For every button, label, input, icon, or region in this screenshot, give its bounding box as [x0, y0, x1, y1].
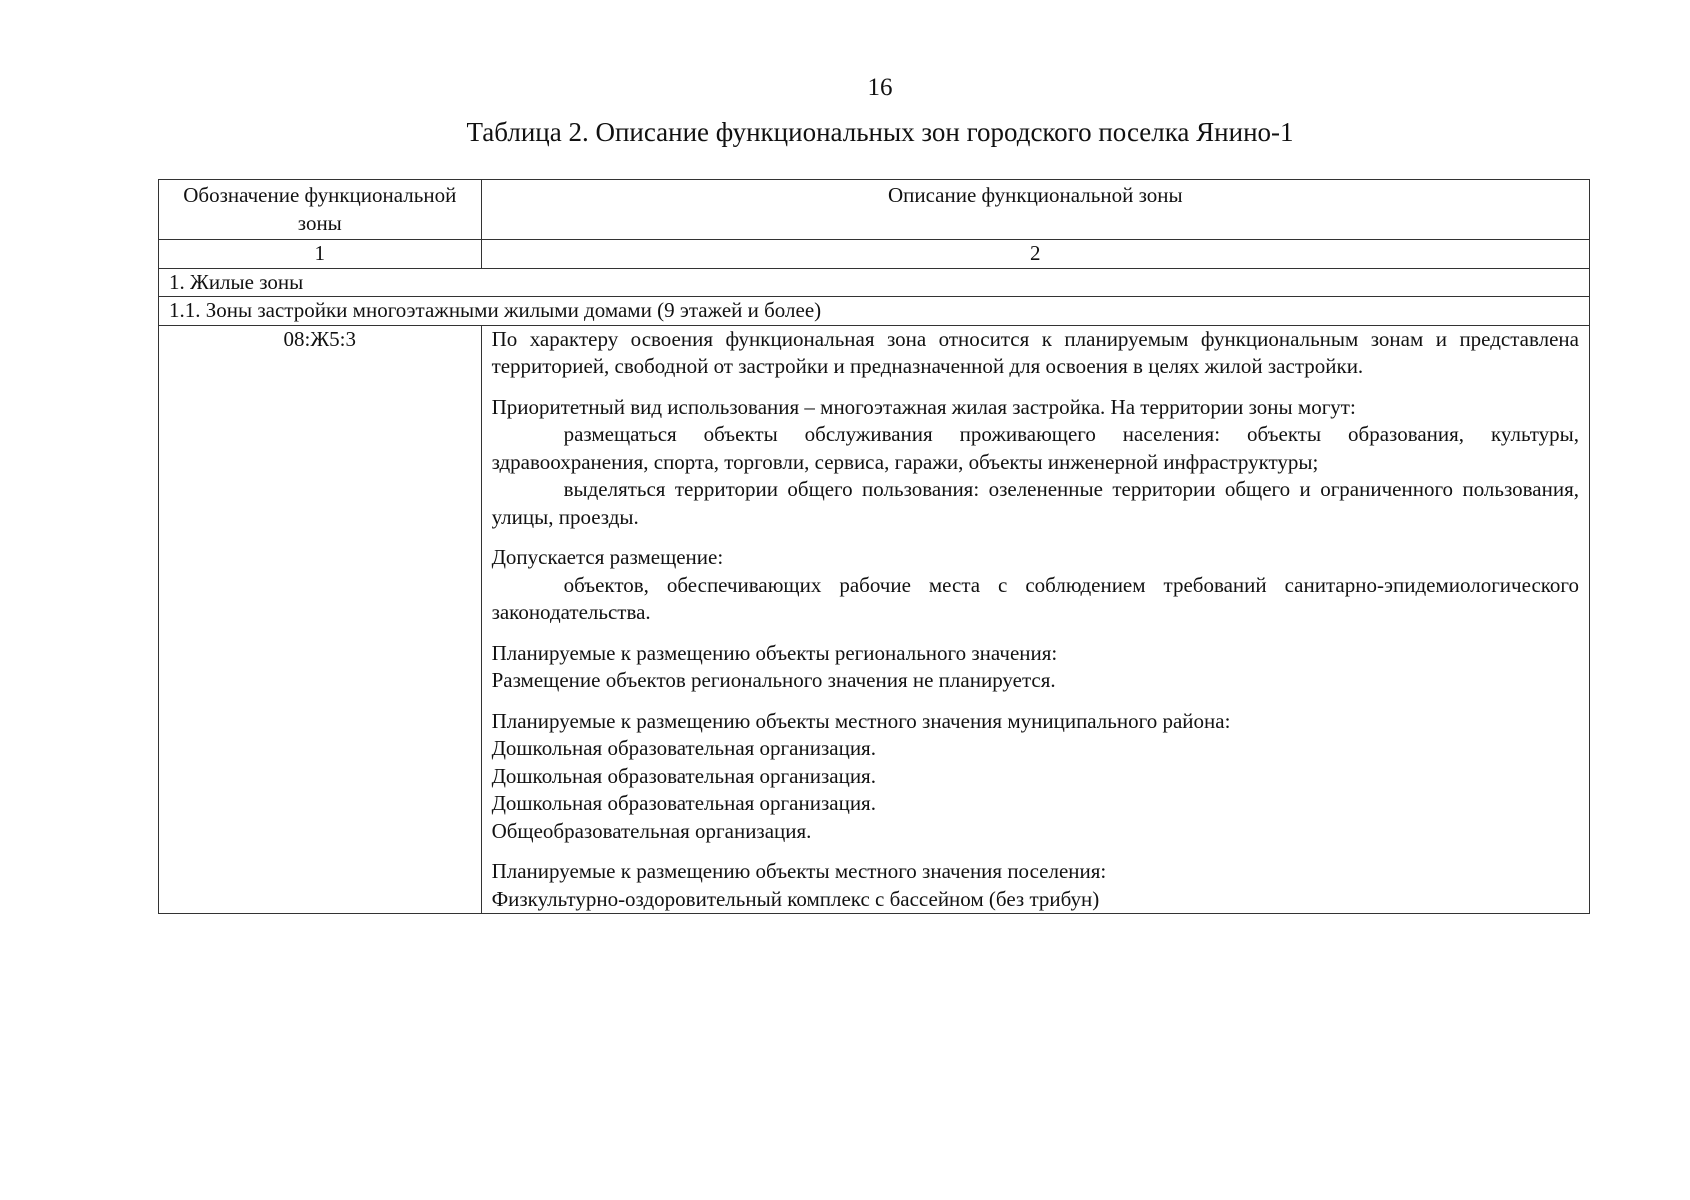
section-heading: 1. Жилые зоны: [159, 268, 1590, 297]
header-zone-designation: Обозначение функциональной зоны: [159, 180, 482, 240]
description-paragraph-4: [492, 640, 1579, 695]
zone-code: 08:Ж5:3: [159, 325, 482, 914]
description-paragraph-2: [492, 394, 1579, 532]
subsection-heading: 1.1. Зоны застройки многоэтажными жилыми домами (9 этажей и более): [159, 297, 1590, 326]
zone-description: [481, 325, 1589, 914]
settlement-object-item: Физкультурно-оздоровительный комплекс с бассейном (без трибун): [491, 886, 1100, 911]
municipal-object-item: Дошкольная образовательная организация.: [491, 763, 876, 788]
description-paragraph-3: [492, 544, 1579, 627]
subsection-row: [159, 297, 1590, 326]
municipal-objects-lead: Планируемые к размещению объекты местного значения муниципального района:: [491, 708, 1231, 733]
section-row: [159, 268, 1590, 297]
zone-row: [159, 325, 1590, 914]
allowed-placement-item: размещаться объекты обслуживания проживающего населения: объекты образования, культуры, здравоохранения, спорта, торговли, сервиса, гаражи, объекты инженерной инфраструктуры;: [491, 422, 1579, 474]
table-header-row: [159, 180, 1590, 240]
municipal-object-item: Дошкольная образовательная организация.: [491, 736, 876, 760]
regional-objects-lead: Планируемые к размещению объекты регионального значения:: [491, 640, 1058, 665]
regional-objects-line: Размещение объектов регионального значения не планируется.: [491, 668, 1056, 692]
public-territory-item: выделяться территории общего пользования: озелененные территории общего и ограниченного пользования, улицы, проезды.: [491, 477, 1579, 529]
permitted-placement-lead: Допускается размещение:: [491, 545, 724, 569]
table-title: Таблица 2. Описание функциональных зон городского поселка Янино-1: [466, 117, 1294, 147]
development-character-text: По характеру освоения функциональная зона относится к планируемым функциональным зонам и представлена территорией, свободной от застройки и предназначенной для освоения в целях жилой застройки.: [491, 326, 1579, 378]
priority-use-text: Приоритетный вид использования – многоэтажная жилая застройка. На территории зоны могут:: [491, 394, 1356, 419]
settlement-objects-lead: Планируемые к размещению объекты местного значения поселения:: [491, 859, 1107, 883]
description-paragraph-6: [492, 858, 1579, 913]
column-number-row: [159, 240, 1590, 269]
permitted-placement-item: объектов, обеспечивающих рабочие места с соблюдением требований санитарно-эпидемиологического законодательства.: [491, 572, 1579, 624]
municipal-object-item: Дошкольная образовательная организация.: [491, 791, 876, 815]
functional-zones-table: [158, 179, 1590, 914]
column-number-1: 1: [159, 240, 482, 269]
page-number: 16: [867, 74, 893, 101]
header-zone-description: Описание функциональной зоны: [481, 180, 1589, 240]
description-paragraph-1: [492, 326, 1579, 381]
municipal-object-item: Общеобразовательная организация.: [491, 818, 812, 843]
column-number-2: 2: [481, 240, 1589, 269]
description-paragraph-5: [492, 708, 1579, 846]
